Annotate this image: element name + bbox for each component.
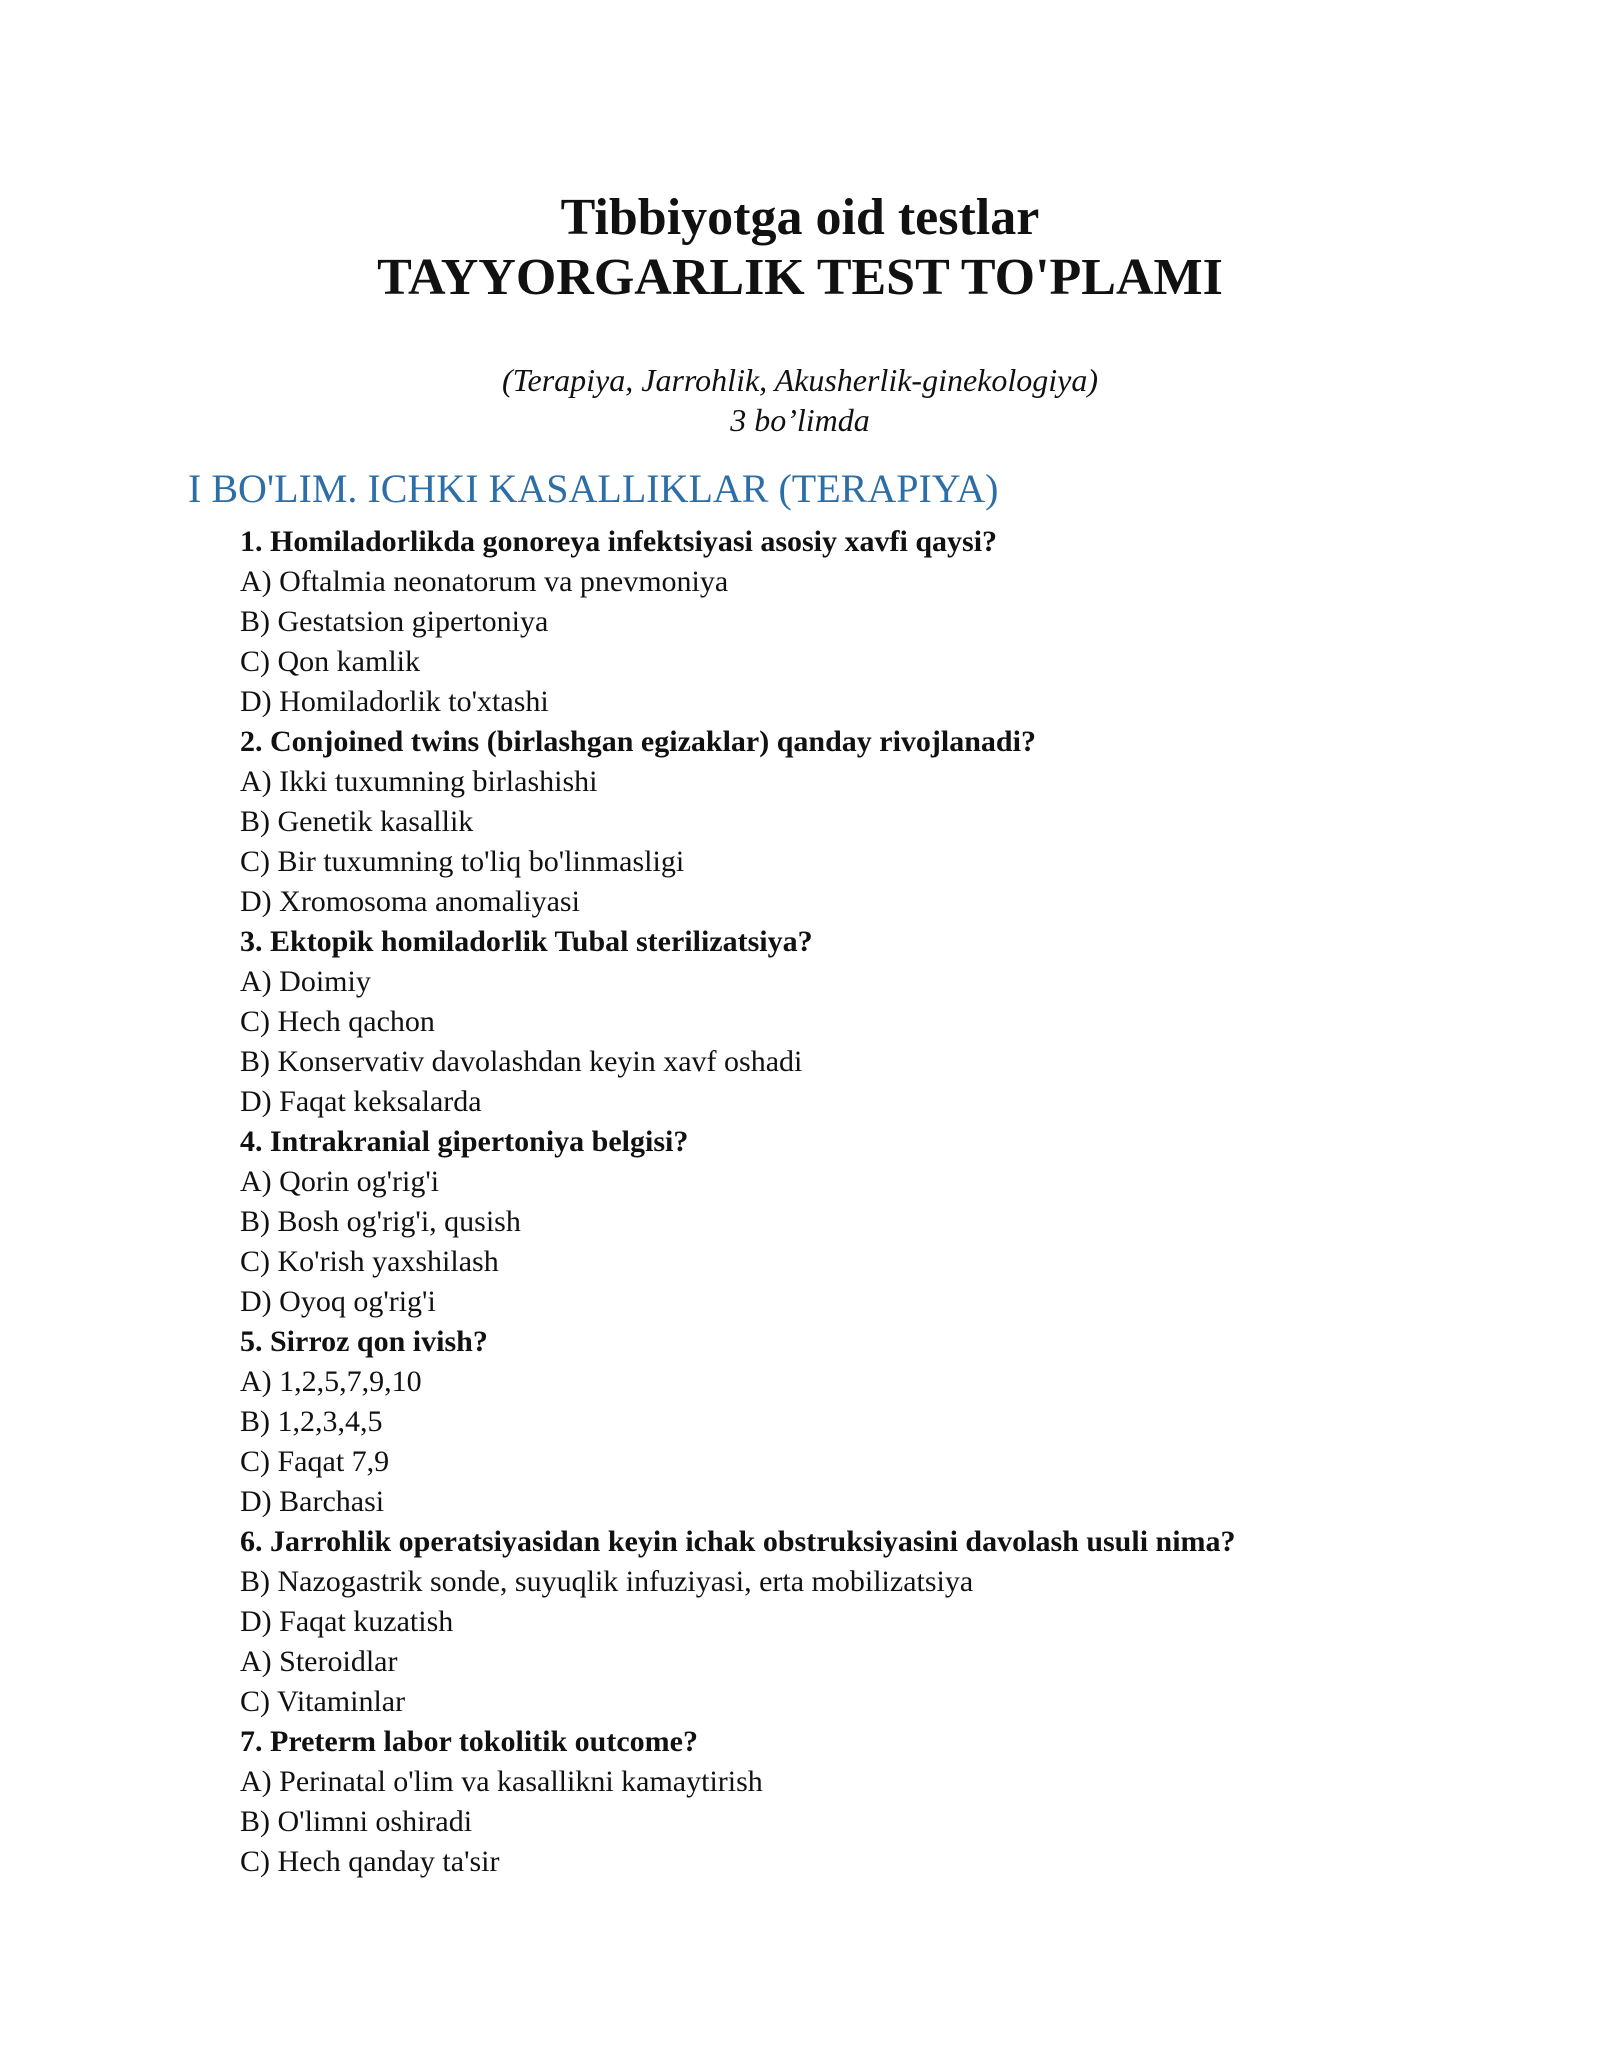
document-title: Tibbiyotga oid testlar [560,189,1040,246]
question-text: 2. Conjoined twins (birlashgan egizaklar) qanday rivojlanadi? [240,725,1036,758]
answer-option: D) Homiladorlik to'xtashi [240,685,549,718]
answer-option: D) Faqat kuzatish [240,1605,454,1638]
subject-list: (Terapiya, Jarrohlik, Akusherlik-ginekologiya) [501,362,1099,398]
question-item [240,1322,1440,1522]
answer-option: B) 1,2,3,4,5 [240,1405,383,1438]
answer-option: B) Genetik kasallik [240,805,474,838]
question-text: 1. Homiladorlikda gonoreya infektsiyasi asosiy xavfi qaysi? [240,525,998,558]
answer-option: C) Bir tuxumning to'liq bo'linmasligi [240,845,685,878]
answer-option: C) Hech qanday ta'sir [240,1845,500,1878]
section-count: 3 bo’limda [730,402,870,438]
answer-option: C) Hech qachon [240,1005,435,1038]
answer-option: C) Vitaminlar [240,1685,406,1718]
question-item [240,722,1440,922]
answer-option: B) Konservativ davolashdan keyin xavf oshadi [240,1045,803,1078]
answer-option: D) Oyoq og'rig'i [240,1285,436,1318]
answer-option: B) Bosh og'rig'i, qusish [240,1205,521,1238]
question-item [240,522,1440,722]
answer-option: B) O'limni oshiradi [240,1805,473,1838]
answer-option: C) Qon kamlik [240,645,420,678]
title-block [0,188,1600,308]
answer-option: D) Barchasi [240,1485,385,1518]
question-text: 6. Jarrohlik operatsiyasidan keyin ichak obstruksiyasini davolash usuli nima? [240,1525,1236,1558]
answer-option: C) Ko'rish yaxshilash [240,1245,499,1278]
answer-option: B) Gestatsion gipertoniya [240,605,549,638]
answer-option: D) Faqat keksalarda [240,1085,482,1118]
answer-option: B) Nazogastrik sonde, suyuqlik infuziyasi, erta mobilizatsiya [240,1565,974,1598]
answer-option: C) Faqat 7,9 [240,1445,390,1478]
subtitle-block [0,360,1600,440]
document-subtitle-heading: TAYYORGARLIK TEST TO'PLAMI [377,249,1223,306]
question-text: 4. Intrakranial gipertoniya belgisi? [240,1125,689,1158]
answer-option: A) Qorin og'rig'i [240,1165,440,1198]
answer-option: D) Xromosoma anomaliyasi [240,885,580,918]
answer-option: A) Oftalmia neonatorum va pnevmoniya [240,565,729,598]
question-item [240,922,1440,1122]
question-text: 7. Preterm labor tokolitik outcome? [240,1725,698,1758]
question-text: 3. Ektopik homiladorlik Tubal sterilizatsiya? [240,925,813,958]
question-item [240,1722,1440,1882]
answer-option: A) Perinatal o'lim va kasallikni kamaytirish [240,1765,763,1798]
question-text: 5. Sirroz qon ivish? [240,1325,488,1358]
answer-option: A) Ikki tuxumning birlashishi [240,765,598,798]
question-list [240,522,1440,1882]
section-heading: I BO'LIM. ICHKI KASALLIKLAR (TERAPIYA) [188,466,999,511]
answer-option: A) Steroidlar [240,1645,398,1678]
question-item [240,1122,1440,1322]
question-item [240,1522,1440,1722]
answer-option: A) 1,2,5,7,9,10 [240,1365,422,1398]
answer-option: A) Doimiy [240,965,371,998]
